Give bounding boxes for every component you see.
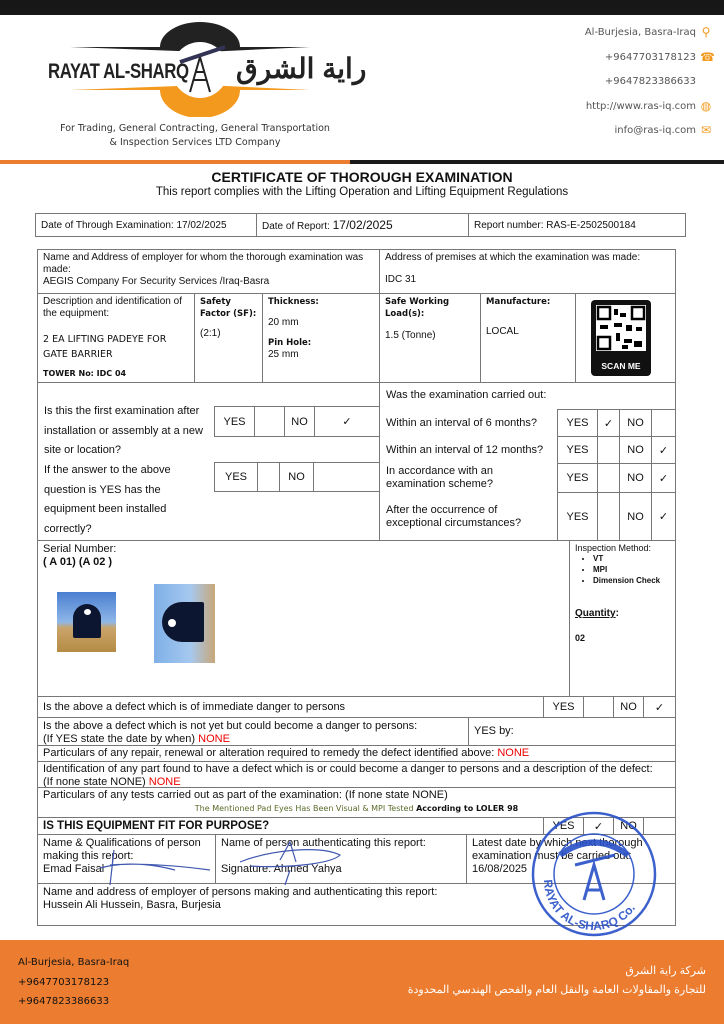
report-maker-cell: Name & Qualifications of person making this report: Emad Faisal <box>37 834 216 884</box>
premises-cell: Address of premises at which the examination was made: IDC 31 <box>379 249 676 294</box>
signature-icon <box>90 840 350 890</box>
page-title: CERTIFICATE OF THOROUGH EXAMINATION <box>211 169 513 185</box>
carried-out-no-checkbox[interactable]: ✓ <box>651 492 676 541</box>
authenticator-cell: Name of person authenticating this report: Signature: Ahmed Yahya <box>215 834 467 884</box>
report-number-cell: Report number: RAS-E-2502500184 <box>468 213 686 237</box>
qr-code-icon <box>596 305 646 351</box>
immediate-no-checkbox[interactable]: ✓ <box>643 696 676 718</box>
manufacture-cell: Manufacture: LOCAL <box>480 293 576 383</box>
logo-text: RAYAT AL-SHARQ <box>48 60 189 83</box>
carried-out-no-checkbox[interactable] <box>651 409 676 437</box>
installed-yes-checkbox[interactable] <box>257 462 280 492</box>
installed-no-checkbox[interactable] <box>313 462 380 492</box>
part-defect-cell: Identification of any part found to have a defect which is or could become a danger to persons and a description of the defect: (If none state NONE) NONE <box>37 761 676 788</box>
padeye-photo-1 <box>57 592 116 652</box>
safety-factor: (2:1) <box>200 328 221 339</box>
tests-cell: Particulars of any tests carried out as part of the examination: (If none state NONE) The Mentioned Pad Eyes Has Been Visual & MPI Tested According to LOLER 98 <box>37 787 676 818</box>
thickness-cell: Thickness: 20 mm Pin Hole: 25 mm <box>262 293 380 383</box>
installed-yes-label: YES <box>214 462 258 492</box>
carried-out-no-label: NO <box>619 463 652 493</box>
carried-out-no-checkbox[interactable]: ✓ <box>651 463 676 493</box>
phone-2-text: +9647823386633 <box>604 76 696 87</box>
equipment-description-cell: Description and identification of the equipment: 2 EA LIFTING PADEYE FOR GATE BARRIER TOWER No: IDC 04 <box>37 293 195 383</box>
employer-value: AEGIS Company For Security Services /Iraq-Basra <box>43 276 270 287</box>
inspection-methods: • VT • MPI • Dimension Check <box>575 553 670 586</box>
footer-contacts: Al-Burjesia, Basra-Iraq +9647703178123 +9647823386633 <box>18 957 130 1007</box>
tagline <box>40 122 350 150</box>
swl-cell: Safe Working Load(s): 1.5 (Tonne) <box>379 293 481 383</box>
top-bar <box>0 0 724 15</box>
installed-no-label: NO <box>279 462 314 492</box>
carried-out-yes-checkbox[interactable]: ✓ <box>597 409 620 437</box>
installed-correctly-question: If the answer to the above question is YES has the equipment been installed correctly? <box>44 464 171 535</box>
first-exam-yes-label: YES <box>214 406 255 437</box>
first-exam-question: Is this the first examination after installation or assembly at a new site or location? <box>44 405 203 456</box>
report-maker: Emad Faisal <box>43 863 105 875</box>
website-link[interactable]: http://www.ras-iq.com <box>585 100 696 112</box>
carried-out-yes-checkbox[interactable] <box>597 492 620 541</box>
header-divider-black <box>350 160 724 164</box>
carried-out-label: Was the examination carried out: <box>386 389 547 401</box>
carried-out-yes-label: YES <box>557 463 598 493</box>
carried-out-question: Within an interval of 6 months? <box>386 416 538 429</box>
immediate-no-label: NO <box>613 696 644 718</box>
carried-out-yes-checkbox[interactable] <box>597 436 620 464</box>
globe-icon: ◍ <box>700 98 712 113</box>
logo-arabic: راية الشرق <box>236 53 367 84</box>
company-stamp <box>530 810 660 938</box>
address-text: Al-Burjesia, Basra-Iraq <box>584 27 696 38</box>
authenticator: Signature: Ahmed Yahya <box>221 863 342 875</box>
qr-cell <box>575 293 676 383</box>
carried-out-question: In accordance with an examination scheme? <box>386 465 494 490</box>
email-link[interactable]: info@ras-iq.com <box>614 125 696 136</box>
future-danger-cell: Is the above a defect which is not yet but could become a danger to persons: (If YES state the date by when) NONE <box>37 717 469 746</box>
carried-out-no-checkbox[interactable]: ✓ <box>651 436 676 464</box>
scan-me-label: SCAN ME <box>601 361 641 371</box>
fit-no-label: NO <box>613 817 644 835</box>
carried-out-yes-label: YES <box>557 492 598 541</box>
qr-code[interactable] <box>591 300 651 376</box>
fit-yes-label: YES <box>543 817 584 835</box>
next-exam-cell: Latest date by which next thorough examination must be carried out: 16/08/2025 <box>466 834 676 884</box>
carried-out-yes-checkbox[interactable] <box>597 463 620 493</box>
carried-out-yes-label: YES <box>557 409 598 437</box>
immediate-yes-label: YES <box>543 696 584 718</box>
quantity: 02 <box>575 633 586 643</box>
immediate-yes-checkbox[interactable] <box>583 696 614 718</box>
mail-icon: ✉ <box>700 123 712 137</box>
repair-cell: Particulars of any repair, renewal or alteration required to remedy the defect identified above: NONE <box>37 745 676 762</box>
location-pin-icon: ⚲ <box>701 25 711 39</box>
immediate-danger-question: Is the above a defect which is of immediate danger to persons <box>37 696 544 718</box>
first-exam-no-label: NO <box>284 406 315 437</box>
carried-out-yes-label: YES <box>557 436 598 464</box>
employer-persons: Hussein Ali Hussein, Basra, Burjesia <box>43 899 221 911</box>
phone-1-text: +9647703178123 <box>604 51 696 63</box>
first-exam-yes-checkbox[interactable] <box>254 406 285 437</box>
header-divider-orange <box>0 160 350 164</box>
contact-list <box>452 25 715 149</box>
manufacture: LOCAL <box>486 326 519 337</box>
exam-date-cell: Date of Through Examination: 17/02/2025 <box>35 213 257 237</box>
footer-arabic: شركة راية الشرق للتجارة والمقاولات العامة والنقل العام والفحص الهندسي المحدودة <box>407 965 706 996</box>
report-date: 17/02/2025 <box>332 218 393 232</box>
carried-out-no-label: NO <box>619 492 652 541</box>
employer-persons-cell: Name and address of employer of persons making and authenticating this report: Hussein Ali Hussein, Basra, Burjesia <box>37 883 676 926</box>
premises-value: IDC 31 <box>385 274 417 285</box>
thickness: 20 mm <box>268 317 299 328</box>
inspection-cell: Inspection Method: • VT • MPI • Dimension Check Quantity: 02 <box>569 540 676 697</box>
serial-number: ( A 01) (A 02 ) <box>43 556 113 568</box>
carried-out-question: After the occurrence of exceptional circumstances? <box>386 503 522 529</box>
swl: 1.5 (Tonne) <box>385 330 436 341</box>
tagline-line-2: & Inspection Services LTD Company <box>109 137 281 148</box>
safety-factor-cell: Safety Factor (SF): (2:1) <box>194 293 263 383</box>
carried-out-question: Within an interval of 12 months? <box>386 443 544 456</box>
tagline-line-1: For Trading, General Contracting, General Transportation <box>60 123 330 134</box>
fit-for-purpose-label: IS THIS EQUIPMENT FIT FOR PURPOSE? <box>37 817 544 835</box>
employer-cell: Name and Address of employer for whom the thorough examination was made: AEGIS Company For Security Services /Iraq-Basra <box>37 249 380 294</box>
first-exam-no-checkbox[interactable]: ✓ <box>314 406 380 437</box>
padeye-photo-2 <box>154 584 215 663</box>
report-date-cell: Date of Report: 17/02/2025 <box>256 213 469 237</box>
serial-cell: Serial Number: ( A 01) (A 02 ) <box>37 540 570 697</box>
phone-icon: ☎ <box>700 49 715 64</box>
next-exam-date: 16/08/2025 <box>472 863 528 875</box>
exam-date: 17/02/2025 <box>176 220 227 231</box>
pin-hole: 25 mm <box>268 349 299 360</box>
page-subtitle: This report complies with the Lifting Operation and Lifting Equipment Regulations <box>155 186 569 198</box>
carried-out-no-label: NO <box>619 436 652 464</box>
fit-yes-checkbox[interactable]: ✓ <box>583 817 614 835</box>
report-number: RAS-E-2502500184 <box>546 220 636 231</box>
yes-by-cell: YES by: <box>468 717 676 746</box>
svg-text:RAYAT AL-SHARQ Co.: RAYAT AL-SHARQ Co. <box>540 879 638 934</box>
carried-out-no-label: NO <box>619 409 652 437</box>
